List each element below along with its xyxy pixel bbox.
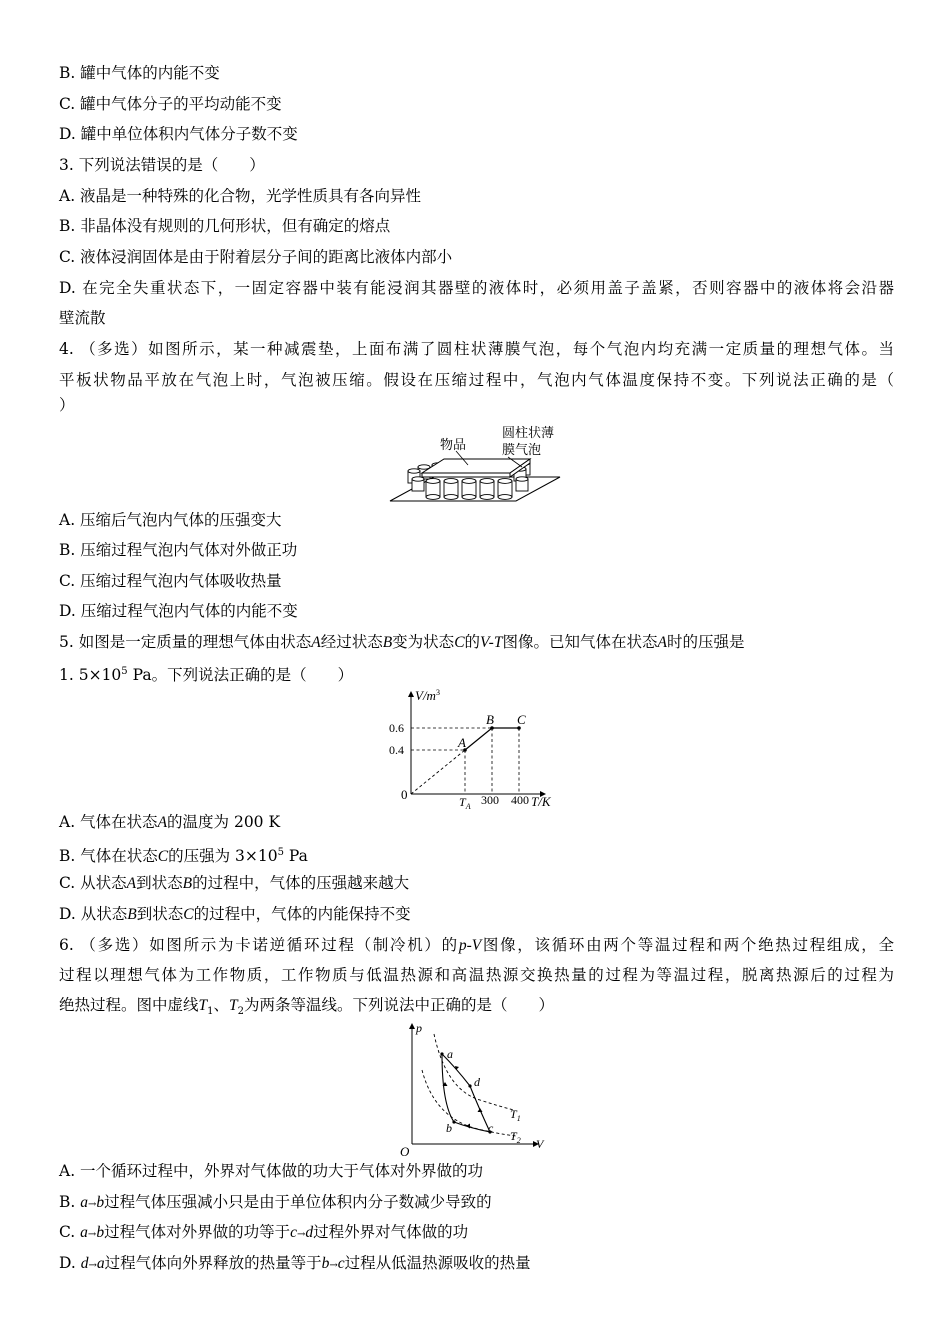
q4-option-d: D. 压缩过程气泡内气体的内能不变 [59, 602, 298, 620]
q4-stem-line1: 4. （多选）如图所示，某一种减震垫，上面布满了圆柱状薄膜气泡，每个气泡内均充满一定质量的理想气体。当 [59, 340, 894, 358]
y-axis-label: $V/m^3$ [415, 688, 440, 703]
label-d: d [474, 1075, 480, 1089]
q4-stem-line3: ） [59, 396, 75, 414]
q6-option-a: A. 一个循环过程中，外界对气体做的功大于气体对外界做的功 [59, 1162, 484, 1180]
q6-option-b: B. a→b过程气体压强减小只是由于单位体积内分子数减少导致的 [59, 1193, 492, 1211]
label-bubble-line1: 圆柱状薄 [502, 425, 555, 440]
label-t2: $T_2$ [510, 1129, 521, 1145]
q5-vt-chart [385, 688, 565, 810]
q5-stem-line2: 1. $5\times 10^5$ Pa。下列说法正确的是（ ） [59, 666, 354, 685]
y-tick-0.4: 0.4 [389, 743, 404, 757]
vertex-d [468, 1084, 471, 1087]
q2-option-d: D. 罐中单位体积内气体分子数不变 [59, 125, 298, 143]
p-axis-label: p [416, 1021, 422, 1035]
x-tick-300: 300 [481, 793, 499, 807]
q3-option-d-line1: D. 在完全失重状态下，一固定容器中装有能浸润其器壁的液体时，必须用盖子盖紧，否则容器中的液体将会沿器 [59, 279, 894, 297]
origin-label: O [400, 1144, 410, 1158]
label-bubble-line2: 膜气泡 [502, 442, 542, 457]
q6-stem-line3: 绝热过程。图中虚线$T_1$、$T_2$为两条等温线。下列说法中正确的是（ ） [59, 996, 555, 1018]
q3-option-d-line2: 壁流散 [59, 309, 106, 327]
label-c: c [488, 1121, 494, 1135]
process-a-to-b [465, 728, 492, 750]
label-t1: $T_1$ [510, 1107, 521, 1123]
q3-option-c: C. 液体浸润固体是由于附着层分子间的距离比液体内部小 [59, 248, 453, 266]
q4-damping-pad-figure [388, 421, 568, 505]
q4-option-c: C. 压缩过程气泡内气体吸收热量 [59, 572, 282, 590]
point-label-a: A [458, 735, 466, 750]
q6-option-c: C. a→b过程气体对外界做的功等于c→d过程外界对气体做的功 [59, 1223, 469, 1241]
origin-label: 0 [401, 787, 408, 802]
q3-option-a: A. 液晶是一种特殊的化合物，光学性质具有各向异性 [59, 187, 422, 205]
q6-stem-line1: 6. （多选）如图所示为卡诺逆循环过程（制冷机）的p-V图像，该循环由两个等温过程和两个绝热过程组成，全 [59, 936, 894, 954]
q5-option-a: A. 气体在状态A的温度为 200 K [59, 813, 281, 831]
v-axis-label: V [536, 1137, 544, 1151]
label-item: 物品 [440, 437, 467, 452]
q5-option-c: C. 从状态A到状态B的过程中，气体的压强越来越大 [59, 874, 410, 892]
q4-option-a: A. 压缩后气泡内气体的压强变大 [59, 511, 282, 529]
q5-stem-line1: 5. 如图是一定质量的理想气体由状态A经过状态B变为状态C的V-T图像。已知气体在状态A时的压强是 [59, 633, 745, 651]
q3-stem: 3. 下列说法错误的是（ ） [59, 156, 265, 174]
front-bubbles [412, 477, 528, 500]
vertex-b [452, 1120, 455, 1123]
q5-option-b: B. 气体在状态C的压强为 $3\times 10^5$ Pa [59, 847, 308, 866]
x-axis-label: T/K [531, 794, 551, 809]
y-tick-0.6: 0.6 [389, 721, 404, 735]
x-tick-400: 400 [511, 793, 529, 807]
point-label-c: C [517, 712, 526, 727]
flow-arrow-cd [478, 1108, 483, 1112]
q3-option-b: B. 非晶体没有规则的几何形状，但有确定的熔点 [59, 217, 391, 235]
q6-stem-line2: 过程以理想气体为工作物质，工作物质与低温热源和高温热源交换热量的过程为等温过程，脱离热源后的过程为 [59, 966, 894, 984]
dashed-origin-to-a [411, 750, 465, 794]
q2-option-b: B. 罐中气体的内能不变 [59, 64, 220, 82]
flow-arrow-bc [466, 1124, 470, 1129]
label-b: b [446, 1121, 452, 1135]
vertex-a [440, 1052, 443, 1055]
q6-pv-diagram [398, 1020, 550, 1158]
x-tick-ta: $T_A$ [459, 795, 471, 810]
q5-option-d: D. 从状态B到状态C的过程中，气体的内能保持不变 [59, 905, 411, 923]
point-label-b: B [486, 712, 494, 727]
label-a: a [447, 1047, 453, 1061]
q4-option-b: B. 压缩过程气泡内气体对外做正功 [59, 541, 298, 559]
q2-option-c: C. 罐中气体分子的平均动能不变 [59, 95, 282, 113]
q4-stem-line2: 平板状物品平放在气泡上时，气泡被压缩。假设在压缩过程中，气泡内气体温度保持不变。下列说法正确的是（ [59, 371, 894, 389]
q6-option-d: D. d→a过程气体向外界释放的热量等于b→c过程从低温热源吸收的热量 [59, 1254, 531, 1272]
